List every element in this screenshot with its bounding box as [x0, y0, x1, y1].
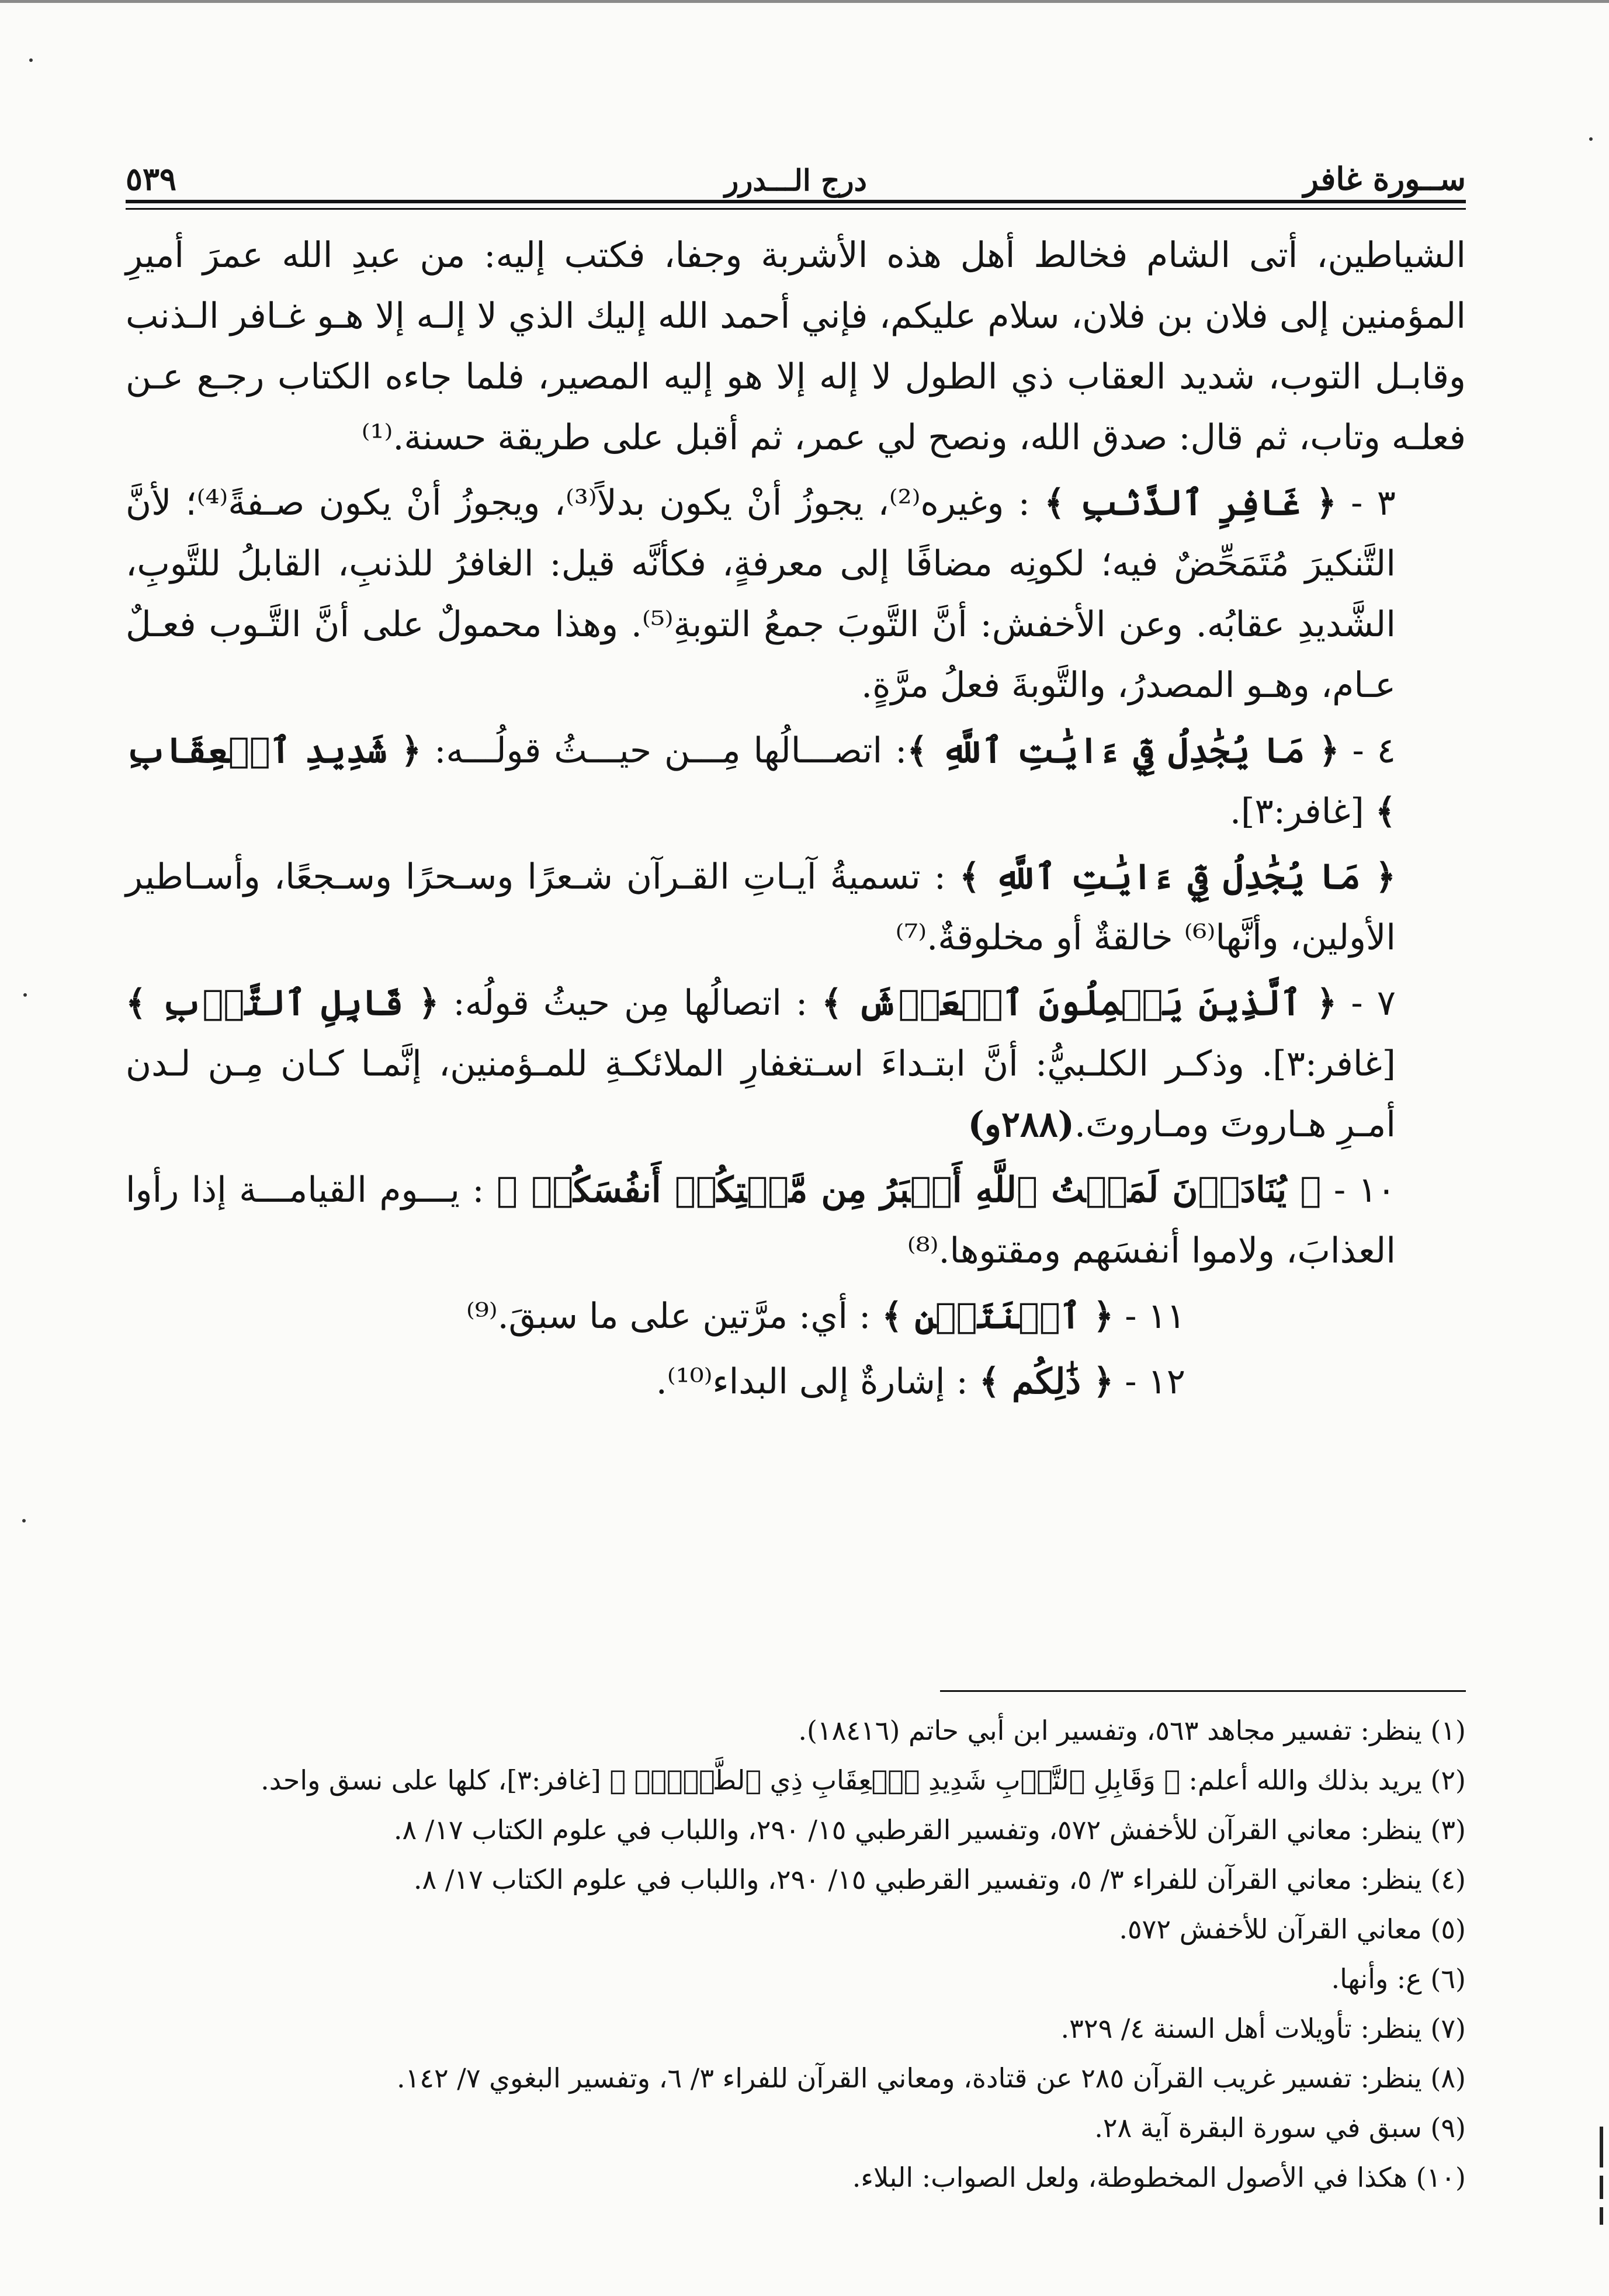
- quran-quote: ﴿ ذَٰلِكُم ﴾: [979, 1361, 1114, 1402]
- paragraph-verse-11: [126, 1286, 1466, 1347]
- page-number: ٥٣٩: [126, 160, 177, 197]
- quran-quote: ﴿ قَابِلِ ٱلتَّوۡبِ ﴾: [126, 983, 439, 1024]
- footnote-3: (٣) ينظر: معاني القرآن للأخفش ٥٧٢، وتفسير القرطبي ١٥/ ٢٩٠، واللباب في علوم الكتاب ١٧/ ٨.: [393, 1814, 1466, 1846]
- scan-speck: [23, 993, 27, 997]
- header-surah-title: ســورة غافر: [1303, 160, 1466, 197]
- footnote-6: (٦) ع: وأنها.: [1331, 1963, 1466, 1995]
- verse-number: ١٢ -: [1114, 1361, 1185, 1402]
- paragraph-verse-4: [126, 720, 1466, 842]
- paragraph-verse-7: [126, 973, 1466, 1155]
- main-text: [126, 225, 1466, 1417]
- commentary-text: : أي: مرَّتين على ما سبقَ.⁽⁹⁾: [466, 1296, 882, 1337]
- header-rule-thin: [126, 208, 1466, 210]
- quran-quote: ﴿ شَدِيدِ ٱلۡعِقَابِ ﴾: [126, 730, 1396, 832]
- footnote-7: (٧) ينظر: تأويلات أهل السنة ٤/ ٣٢٩.: [1060, 2013, 1466, 2044]
- footnote-1: (١) ينظر: تفسير مجاهد ٥٦٣، وتفسير ابن أبي حاتم (١٨٤١٦).: [798, 1715, 1466, 1746]
- paragraph-verse-10: [126, 1160, 1466, 1281]
- header-book-title: درج الـــدرر: [724, 163, 867, 197]
- scan-edge-marks: [1597, 2127, 1605, 2243]
- paragraph-verse-12: [126, 1351, 1466, 1412]
- footnote-5: (٥) معاني القرآن للأخفش ٥٧٢.: [1119, 1913, 1466, 1945]
- surah-reference: [غافر:٣].: [1229, 791, 1375, 832]
- scan-speck: [29, 58, 33, 62]
- scan-speck: [1589, 137, 1593, 141]
- running-header: [126, 151, 1466, 197]
- commentary-text: : تسميةُ آيـاتِ القـرآن شـعرًا وسـحرًا وسـجعًا، وأسـاطير الأولين، وأنَّها⁽⁶⁾ خالقةٌ أو مخلوقةٌ.⁽⁷⁾: [126, 856, 1396, 958]
- verse-number: ٧ -: [1337, 983, 1396, 1024]
- header-rule-thick: [126, 200, 1466, 203]
- quran-quote: ﴿ غَافِرِ ٱلذَّنۢبِ ﴾: [1044, 483, 1337, 523]
- footnote-8: (٨) ينظر: تفسير غريب القرآن ٢٨٥ عن قتادة، ومعاني القرآن للفراء ٣/ ٦، وتفسير البغوي ٧/ ١٤٢.: [396, 2062, 1466, 2094]
- quran-quote: ﴿ مَا يُجَٰدِلُ فِيٓ ءَايَٰتِ ٱللَّهِ ﴾: [907, 730, 1340, 771]
- verse-number: ١٠ -: [1321, 1170, 1396, 1211]
- top-scan-edge: [0, 0, 1609, 3]
- commentary-text: [غافر:٣]. وذكـر الكلـبيُّ: أنَّ ابتـداءَ اسـتغفارِ الملائكـةِ للمـؤمنين، إنَّمـا كـان مِـن لـدن أمـرِ هـاروتَ ومـاروتَ.: [126, 1043, 1396, 1145]
- footnote-2: (٢) يريد بذلك والله أعلم: ﴿ وَقَابِلِ ٱلتَّوۡبِ شَدِيدِ ٱلۡعِقَابِ ذِي ٱلطَّوۡلِۖ ﴾ [غافر:٣]، كلها على نسق واحد.: [261, 1764, 1466, 1796]
- footnote-10: (١٠) هكذا في الأصول المخطوطة، ولعل الصواب: البلاء.: [852, 2162, 1466, 2193]
- manuscript-folio-ref: (٢٨٨و): [968, 1104, 1074, 1145]
- quran-quote: ﴿ يُنَادَوۡنَ لَمَقۡتُ ٱللَّهِ أَكۡبَرُ مِن مَّقۡتِكُمۡ أَنفُسَكُمۡ ﴾: [496, 1170, 1322, 1211]
- commentary-text: : اتصـــالُها مِـــن حيـــثُ قولُـــه:: [421, 730, 907, 771]
- footnotes: [126, 1706, 1466, 2203]
- commentary-text: : اتصالُها مِن حيثُ قولُه:: [439, 983, 822, 1024]
- paragraph-1: الشياطين، أتى الشام فخالط أهل هذه الأشربة وجفا، فكتب إليه: من عبدِ الله عمرَ أميرِ المؤمنين إلى فلان بن فلان، سلام عليكم، فإني أحمد الله إليك الذي لا إلـه إلا هـو غـافر الـذنب وقابـل التوب، شديد العقاب ذي الطول لا إله إلا هو إليه المصير، فلما جاءه الكتاب رجـع عـن فعلـه وتاب، ثم قال: صدق الله، ونصح لي عمر، ثم أقبل على طريقة حسنة.⁽¹⁾: [126, 235, 1466, 458]
- footnote-9: (٩) سبق في سورة البقرة آية ٢٨.: [1094, 2112, 1466, 2144]
- verse-number: ٣ -: [1336, 483, 1396, 523]
- commentary-text: : وغيره⁽²⁾، يجوزُ أنْ يكون بدلاً⁽³⁾، ويجوزُ أنْ يكون صـفةً⁽⁴⁾؛ لأنَّ التَّنكيرَ مُتَمَحِّضٌ فيه؛ لكونِه مضافًا إلى معرفةٍ، فكأنَّه قيل: الغافرُ للذنبِ، القابلُ للتَّوبِ، الشَّديدِ عقابُه. وعن الأخفش: أنَّ التَّوبَ جمعُ التوبةِ⁽⁵⁾. وهذا محمولٌ على أنَّ التَّـوب فعـلٌ عـام، وهـو المصدرُ، والتَّوبةَ فعلُ مرَّةٍ.: [126, 483, 1396, 706]
- scan-speck: [22, 1519, 26, 1522]
- verse-number: ١١ -: [1114, 1296, 1185, 1337]
- commentary-text: : يـــوم القيامـــة إذا رأوا العذابَ، ولاموا أنفسَهم ومقتوها.⁽⁸⁾: [126, 1170, 1396, 1271]
- quran-quote: ﴿ ٱثۡنَتَيۡنِ ﴾: [882, 1296, 1114, 1337]
- quran-quote: ﴿ مَا يُجَٰدِلُ فِيٓ ءَايَٰتِ ٱللَّهِ ﴾: [959, 856, 1396, 897]
- verse-number: ٤ -: [1339, 730, 1396, 771]
- footnote-separator: [940, 1690, 1466, 1692]
- paragraph-verse-3: [126, 473, 1466, 716]
- paragraph-verse-4b: [126, 847, 1466, 968]
- quran-quote: ﴿ ٱلَّذِينَ يَحۡمِلُونَ ٱلۡعَرۡشَ ﴾: [821, 983, 1337, 1024]
- footnote-4: (٤) ينظر: معاني القرآن للفراء ٣/ ٥، وتفسير القرطبي ١٥/ ٢٩٠، واللباب في علوم الكتاب ١٧/ ٨.: [413, 1864, 1466, 1895]
- commentary-text: : إشارةٌ إلى البداء⁽¹⁰⁾.: [656, 1361, 979, 1402]
